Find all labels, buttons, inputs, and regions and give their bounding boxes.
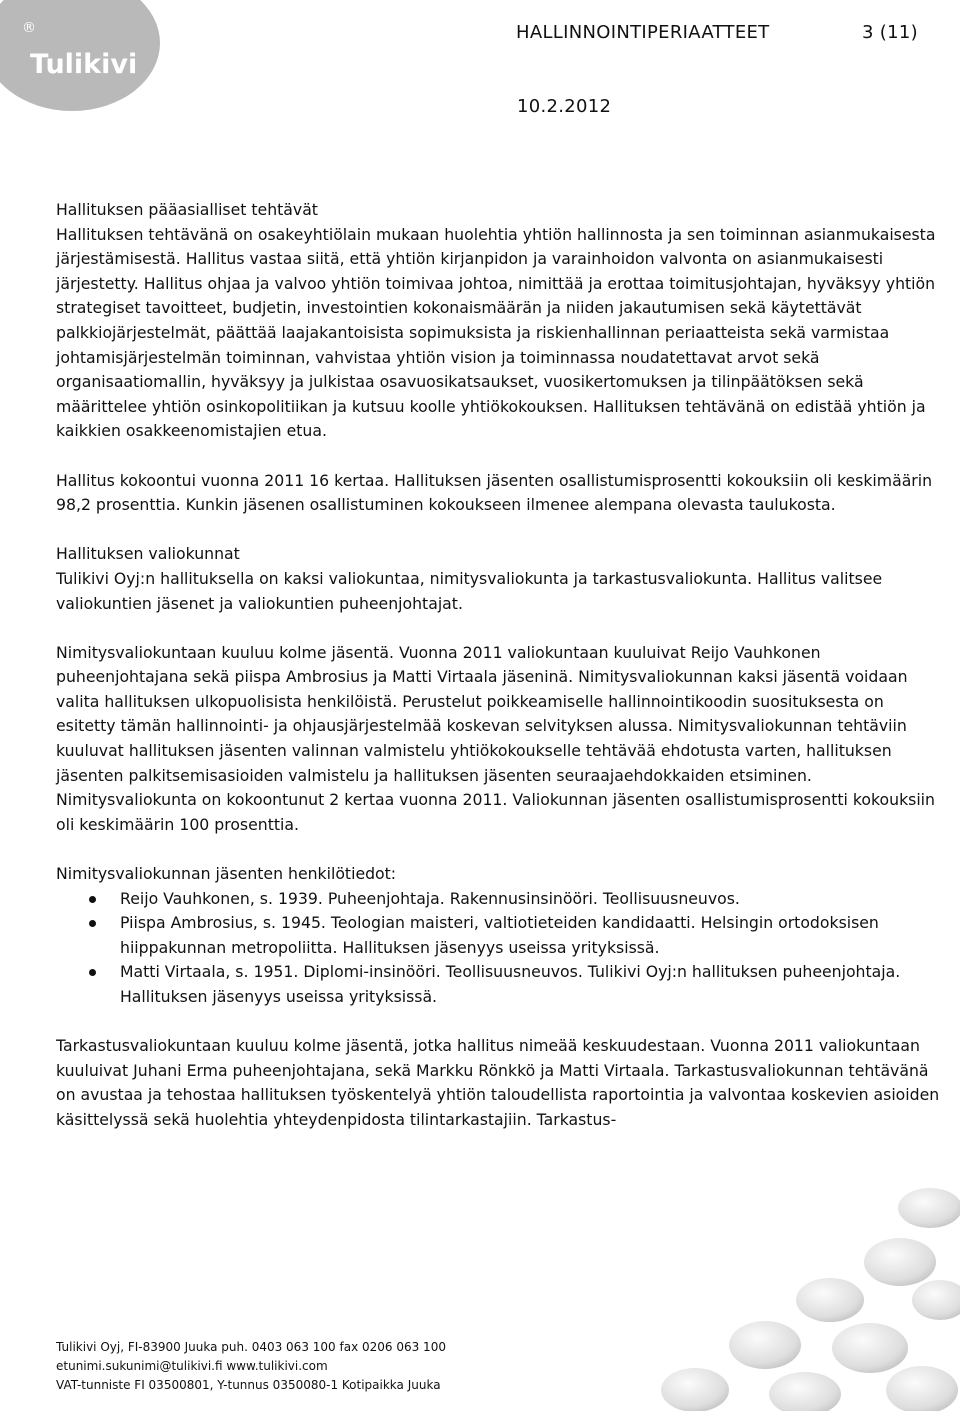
footer-address: Tulikivi Oyj, FI-83900 Juuka puh. 0403 063 100 fax 0206 063 100	[56, 1340, 446, 1354]
registered-mark: ®	[22, 20, 36, 36]
page-number: 3 (11)	[862, 22, 918, 43]
paragraph-nomination-committee: Nimitysvaliokuntaan kuuluu kolme jäsentä. Vuonna 2011 valiokuntaan kuuluivat Reijo Vauhkonen puheenjohtajana sekä piispa Ambrosius ja Matti Virtaala jäseninä. Nimitysvaliokunnan kaksi jäsentä voidaan valita hallituksen ulkopuolisista henkilöistä. Perustelut poikkeamiselle hallinnointikoodin suosituksesta on esitetty tämän hallinnointi- ja ohjausjärjestelmää koskevan selvityksen alussa. Nimitysvaliokunnan tehtäviin kuuluvat hallituksen jäsenten valinnan valmistelu yhtiökokoukselle tehtävää ehdotusta varten, hallituksen jäsenten palkitsemisasioiden valmistelu ja hallituksen jäsenten seuraajaehdokkaiden etsiminen. Nimitysvaliokunta on kokoontunut 2 kertaa vuonna 2011. Valiokunnan jäsenten osallistumisprosentti kokouksiin oli keskimäärin 100 prosenttia.	[56, 642, 935, 834]
footer-registration: VAT-tunniste FI 03500801, Y-tunnus 0350080-1 Kotipaikka Juuka	[56, 1378, 441, 1392]
paragraph-audit-committee: Tarkastusvaliokuntaan kuuluu kolme jäsentä, jotka hallitus nimeää keskuudestaan. Vuonna 2011 valiokuntaan kuuluivat Juhani Erma puheenjohtajana, sekä Markku Rönkkö ja Matti Virtaala. Tarkastusvaliokunnan tehtävänä on avustaa ja tehostaa hallituksen työskentelyä yhtiön taloudellista raportointia ja valvontaa koskevien asioiden käsittelyssä sekä huolehtia yhteydenpidosta tilintarkastajiin. Tarkastus-	[56, 1036, 940, 1129]
footer-contact: etunimi.sukunimi@tulikivi.fi www.tulikivi.com	[56, 1359, 328, 1373]
tulikivi-logo	[0, 0, 162, 112]
document-title: HALLINNOINTIPERIAATTEET	[516, 22, 770, 43]
decorative-stones-image	[600, 1180, 960, 1411]
list-item: Piispa Ambrosius, s. 1945. Teologian maisteri, valtiotieteiden kandidaatti. Helsingin ortodoksisen hiippakunnan metropoliitta. Hallituksen jäsenyys useissa yrityksissä.	[56, 911, 946, 960]
bullet-icon	[89, 896, 96, 903]
paragraph-board-duties: Hallituksen tehtävänä on osakeyhtiölain mukaan huolehtia yhtiön hallinnosta ja sen toiminnan asianmukaisesta järjestämisestä. Hallitus vastaa siitä, että yhtiön kirjanpidon ja varainhoidon valvonta on asianmukaisesti järjestetty. Hallitus ohjaa ja valvoo yhtiön toimivaa johtoa, nimittää ja erottaa toimitusjohtajan, hyväksyy yhtiön strategiset tavoitteet, budjetin, investointien kokonaismäärän ja niiden jakautumisen sekä käytettävät palkkiojärjestelmät, päättää laajakantoisista sopimuksista ja riskienhallinnan periaatteista sekä varmistaa johtamisjärjestelmän toiminnan, vahvistaa yhtiön vision ja toiminnassa noudatettavat arvot sekä organisaatiomallin, hyväksyy ja julkistaa osavuosikatsaukset, vuosikertomuksen ja tilinpäätöksen sekä määrittelee yhtiön osinkopolitiikan ja kutsuu koolle yhtiökokouksen. Hallituksen tehtävänä on edistää yhtiön ja kaikkien osakkeenomistajien etua.	[56, 224, 936, 441]
section-heading-committees: Hallituksen valiokunnat	[56, 544, 240, 564]
bullet-icon	[89, 920, 96, 927]
members-list	[56, 887, 946, 1010]
list-item: Matti Virtaala, s. 1951. Diplomi-insinööri. Teollisuusneuvos. Tulikivi Oyj:n hallituksen puheenjohtaja. Hallituksen jäsenyys useissa yrityksissä.	[56, 960, 946, 1009]
document-body	[56, 198, 946, 1133]
paragraph-meetings: Hallitus kokoontui vuonna 2011 16 kertaa. Hallituksen jäsenten osallistumisprosentti kokouksiin oli keskimäärin 98,2 prosenttia. Kunkin jäsenen osallistuminen kokoukseen ilmenee alempana olevasta taulukosta.	[56, 470, 933, 515]
bullet-icon	[89, 969, 96, 976]
list-item: Reijo Vauhkonen, s. 1939. Puheenjohtaja. Rakennusinsinööri. Teollisuusneuvos.	[56, 887, 946, 912]
logo-text: Tulikivi	[30, 49, 138, 80]
document-date: 10.2.2012	[517, 96, 612, 117]
footer	[56, 1338, 446, 1395]
paragraph-committees: Tulikivi Oyj:n hallituksella on kaksi valiokuntaa, nimitysvaliokunta ja tarkastusvaliokunta. Hallitus valitsee valiokuntien jäsenet ja valiokuntien puheenjohtajat.	[56, 568, 883, 613]
members-heading: Nimitysvaliokunnan jäsenten henkilötiedot:	[56, 864, 397, 884]
section-heading-board-duties: Hallituksen pääasialliset tehtävät	[56, 200, 318, 219]
